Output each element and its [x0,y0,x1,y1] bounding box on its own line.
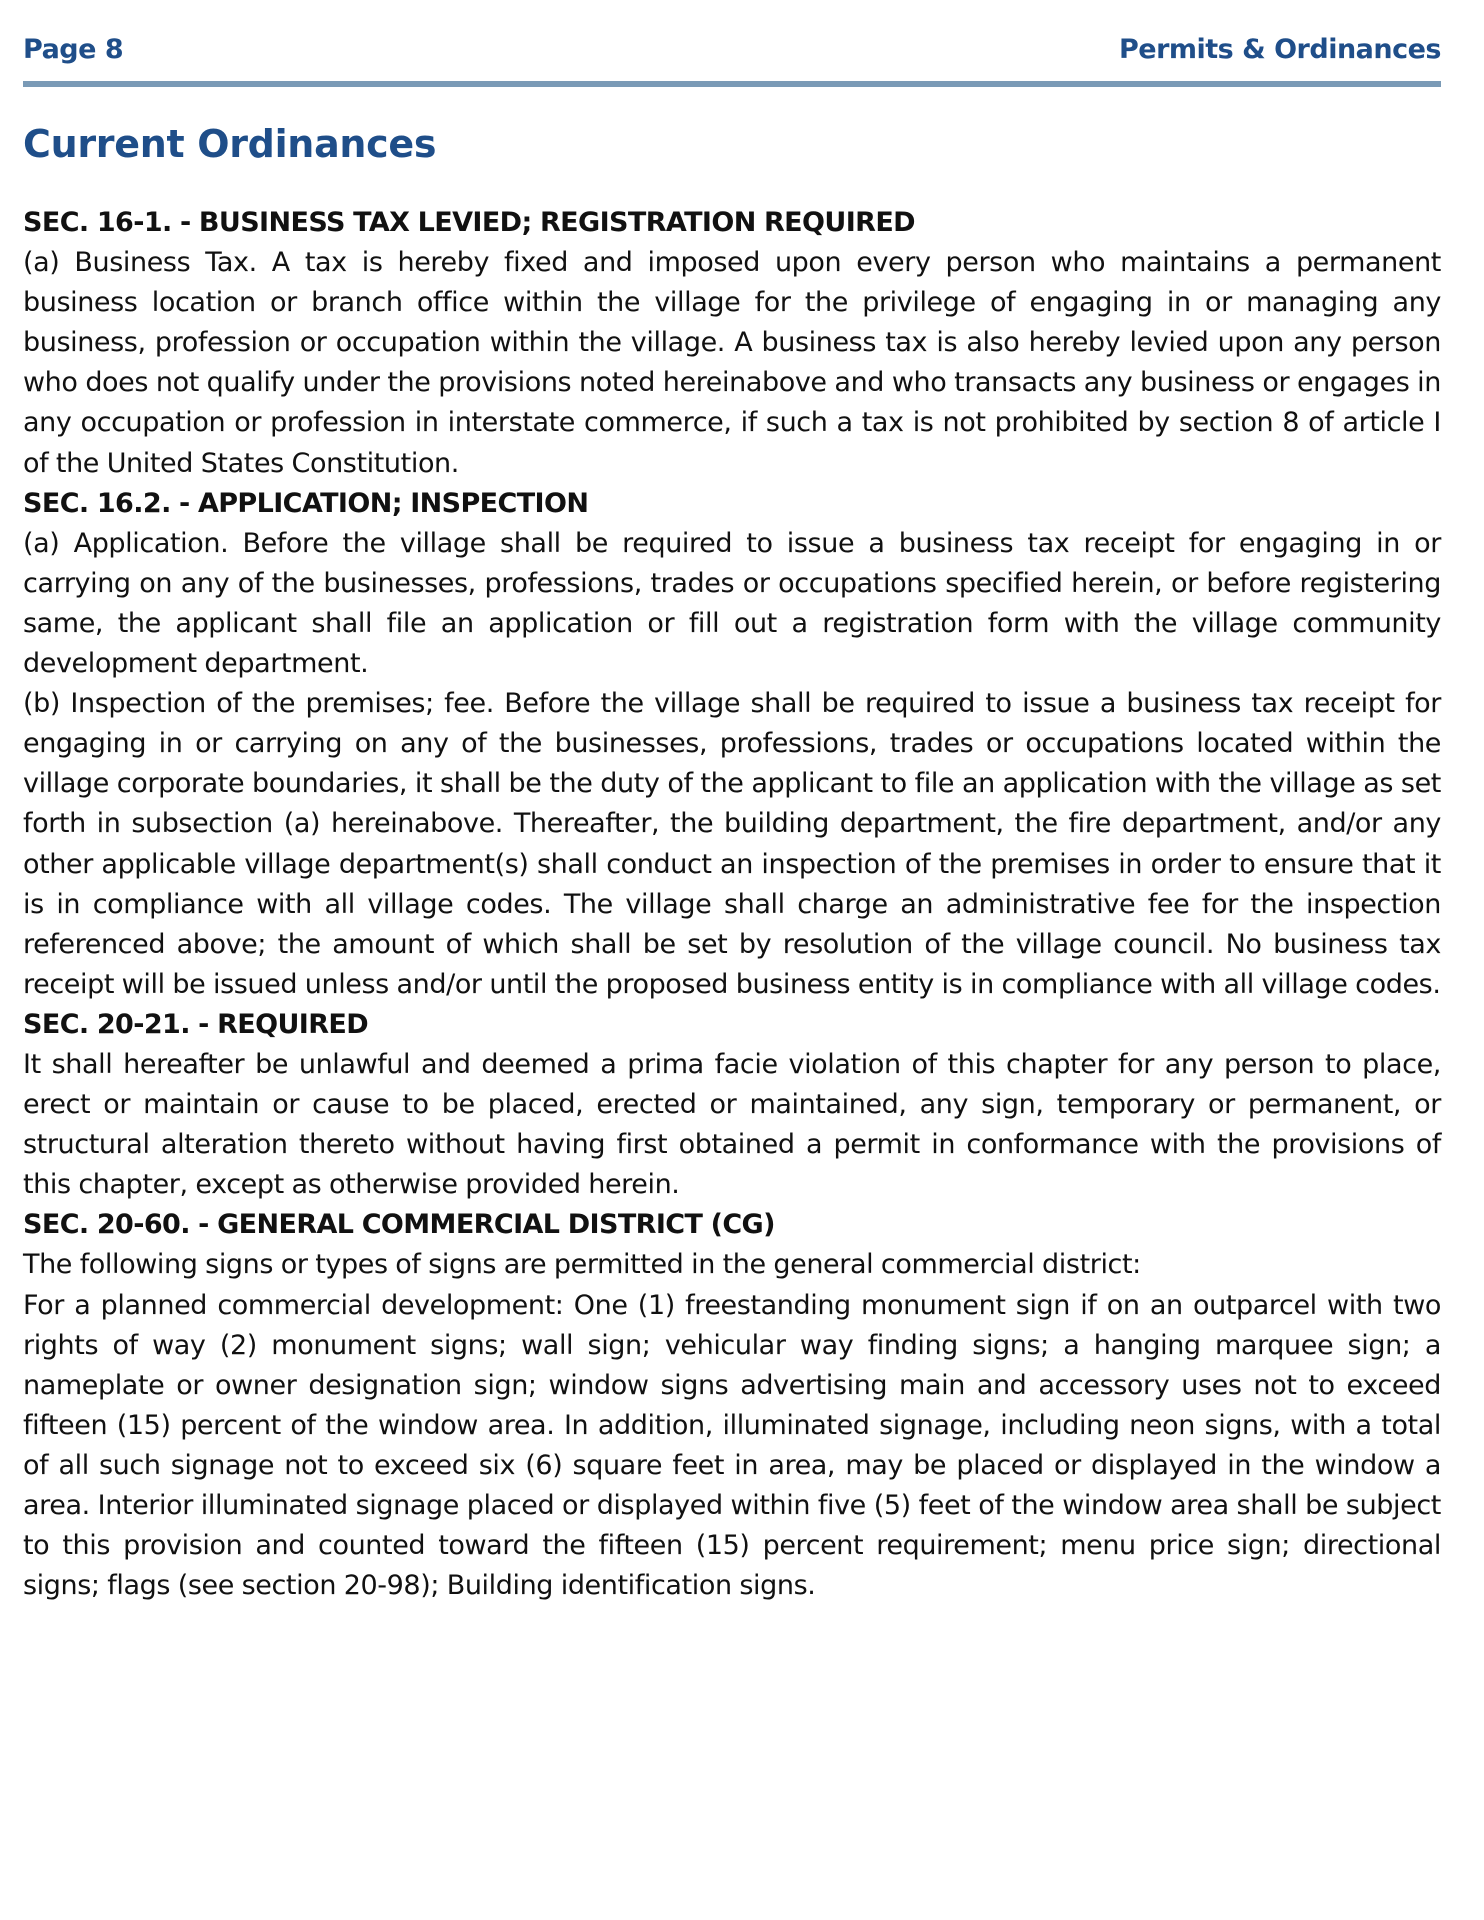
section-paragraph: (a) Business Tax. A tax is hereby fixed and imposed upon every person who maintains a permanent business location or branch office within the village for the privilege of engaging in or managing any business, profession or occupation within the village. A business tax is also hereby levied upon any person who does not qualify under the provisions noted hereinabove and who transacts any business or engages in any occupation or profession in interstate commerce, if such a tax is not prohibited by section 8 of article I of the United States Constitution. [23,247,1441,479]
section-heading: SEC. 16.2. - APPLICATION; INSPECTION [23,487,589,519]
section-heading: SEC. 16-1. - BUSINESS TAX LEVIED; REGISTRATION REQUIRED [23,207,915,238]
section-paragraph: The following signs or types of signs are permitted in the general commercial district: [23,1249,1141,1281]
section-heading: SEC. 20-21. - REQUIRED [23,1008,369,1040]
section-paragraph: It shall hereafter be unlawful and deemed a prima facie violation of this chapter for any person to place, erect or maintain or cause to be placed, erected or maintained, any sign, temporary or permanent, or structural alteration thereto without having first obtained a permit in conformance with the provisions of this chapter, except as otherwise provided herein. [23,1048,1441,1201]
section-name: Permits & Ordinances [1118,34,1441,65]
section-16-1 [23,203,1441,484]
section-heading: SEC. 20-60. - GENERAL COMMERCIAL DISTRICT (CG) [23,1209,775,1241]
page-header [23,34,1441,70]
ordinance-content [23,203,1441,1606]
section-20-21 [23,1005,1441,1205]
header-divider [23,81,1441,87]
section-paragraph: (b) Inspection of the premises; fee. Before the village shall be required to issue a business tax receipt for engaging in or carrying on any of the businesses, professions, trades or occupations located within the village corporate boundaries, it shall be the duty of the applicant to file an application with the village as set forth in subsection (a) hereinabove. Thereafter, the building department, the fire department, and/or any other applicable village department(s) shall conduct an inspection of the premises in order to ensure that it is in compliance with all village codes. The village shall charge an administrative fee for the inspection referenced above; the amount of which shall be set by resolution of the village council. No business tax receipt will be issued unless and/or until the proposed business entity is in compliance with all village codes. [23,688,1441,1000]
section-20-60 [23,1205,1441,1606]
section-paragraph: (a) Application. Before the village shall be required to issue a business tax receipt for engaging in or carrying on any of the businesses, professions, trades or occupations specified herein, or before registering same, the applicant shall file an application or fill out a registration form with the village community development department. [23,527,1441,680]
section-16-2 [23,484,1441,1005]
page-title: Current Ordinances [23,122,437,166]
section-paragraph: For a planned commercial development: One (1) freestanding monument sign if on an outparcel with two rights of way (2) monument signs; wall sign; vehicular way finding signs; a hanging marquee sign; a nameplate or owner designation sign; window signs advertising main and accessory uses not to exceed fifteen (15) percent of the window area. In addition, illuminated signage, including neon signs, with a total of all such signage not to exceed six (6) square feet in area, may be placed or displayed in the window a area. Interior illuminated signage placed or displayed within five (5) feet of the window area shall be subject to this provision and counted toward the fifteen (15) percent requirement; menu price sign; directional signs; flags (see section 20-98); Building identification signs. [23,1289,1441,1602]
page-number: Page 8 [23,34,124,65]
